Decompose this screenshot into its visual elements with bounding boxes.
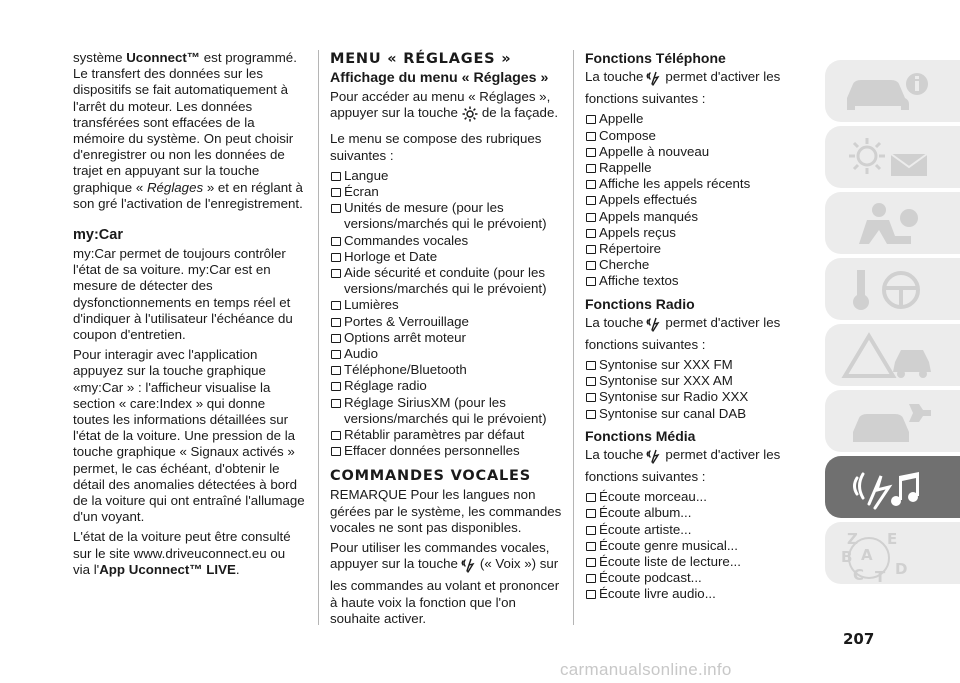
- warning-car-icon: [839, 332, 939, 380]
- phone-intro: La touche permet d'activer les fonctions suivantes :: [585, 69, 781, 107]
- index-letter: A: [861, 546, 873, 564]
- tab-emergency[interactable]: [825, 324, 960, 386]
- list-item: Syntonise sur Radio XXX: [585, 389, 805, 405]
- radio-intro: La touche permet d'activer les fonctions suivantes :: [585, 314, 781, 352]
- voice-commands-heading: COMMANDES VOCALES: [330, 468, 531, 485]
- list-item: Appels effectués: [585, 192, 805, 208]
- list-item: Horloge et Date: [330, 249, 562, 265]
- sun-envelope-icon: [839, 134, 939, 182]
- list-item: Téléphone/Bluetooth: [330, 362, 562, 378]
- list-item: Répertoire: [585, 241, 805, 257]
- list-item: Rappelle: [585, 160, 805, 176]
- tab-starting-driving[interactable]: [825, 258, 960, 320]
- intro-paragraph: système Uconnect™ est programmé. Le transfert des données sur les dispositifs se fait automatiquement à l'arrêt du moteur. Les données transférées sont effacées de la mémoire du système. On peut choisir d'enregistrer ou non les données de trajet en appuyant sur la touche graphique « Réglages » et en réglant à son gré l'activation de l'enregistrement.: [73, 50, 303, 211]
- mycar-paragraph-3: L'état de la voiture peut être consulté sur le site www.driveuconnect.eu ou via l'App Uconnect™ LIVE.: [73, 529, 291, 577]
- list-item: Réglage SiriusXM (pour les versions/marchés qui le prévoient): [330, 395, 562, 427]
- list-item: Syntonise sur canal DAB: [585, 406, 805, 422]
- settings-menu-heading: MENU « RÉGLAGES »: [330, 51, 512, 67]
- list-item: Options arrêt moteur: [330, 330, 562, 346]
- list-item: Rétablir paramètres par défaut: [330, 427, 562, 443]
- list-item: Lumières: [330, 297, 562, 313]
- seat-airbag-icon: [839, 200, 939, 248]
- tab-multimedia[interactable]: [825, 456, 960, 518]
- column-divider-1: [318, 50, 319, 625]
- car-info-icon: [839, 68, 939, 116]
- list-item: Appels manqués: [585, 209, 805, 225]
- voice-button-icon: [646, 315, 662, 337]
- mycar-paragraph-1: my:Car permet de toujours contrôler l'état de sa voiture. my:Car est en mesure de détecter des dysfonctionnements en temps réel et d'indiquer à l'utilisateur l'échéance du coupon d'entretien.: [73, 246, 293, 343]
- wrench-car-icon: [839, 398, 939, 446]
- settings-menu-intro: Le menu se compose des rubriques suivantes :: [330, 131, 542, 163]
- list-item: Syntonise sur XXX FM: [585, 357, 805, 373]
- voice-usage-paragraph: Pour utiliser les commandes vocales, appuyer sur la touche (« Voix ») sur les commandes au volant et prononcer à haute voix la fonction que l'on souhaite activer.: [330, 540, 560, 626]
- voice-music-icon: [839, 464, 939, 512]
- radio-functions-heading: Fonctions Radio: [585, 295, 695, 312]
- tab-dashboard-lights[interactable]: [825, 126, 960, 188]
- settings-access-paragraph: Pour accéder au menu « Réglages », appuyer sur la touche de la façade.: [330, 89, 562, 127]
- list-item: Réglage radio: [330, 378, 562, 394]
- alphabet-index-icon: [839, 530, 939, 586]
- media-functions-heading: Fonctions Média: [585, 427, 696, 444]
- list-item: Unités de mesure (pour les versions/marchés qui le prévoient): [330, 200, 562, 232]
- list-item: Aide sécurité et conduite (pour les versions/marchés qui le prévoient): [330, 265, 562, 297]
- index-letter: E: [887, 530, 898, 548]
- column-divider-2: [573, 50, 574, 625]
- voice-button-icon: [646, 69, 662, 91]
- tab-safety[interactable]: [825, 192, 960, 254]
- column-2: [330, 50, 562, 631]
- list-item: Écoute morceau...: [585, 489, 805, 505]
- list-item: Écoute genre musical...: [585, 538, 805, 554]
- chapter-tabs: [825, 60, 960, 588]
- list-item: Écoute podcast...: [585, 570, 805, 586]
- list-item: Appelle à nouveau: [585, 144, 805, 160]
- list-item: Écoute artiste...: [585, 522, 805, 538]
- mycar-heading: my:Car: [73, 227, 123, 244]
- list-item: Cherche: [585, 257, 805, 273]
- list-item: Écoute liste de lecture...: [585, 554, 805, 570]
- radio-items-list: [585, 357, 805, 422]
- watermark-text: carmanualsonline.info: [560, 660, 732, 679]
- list-item: Audio: [330, 346, 562, 362]
- tab-vehicle-info[interactable]: [825, 60, 960, 122]
- media-intro: La touche permet d'activer les fonctions suivantes :: [585, 446, 781, 485]
- list-item: Syntonise sur XXX AM: [585, 373, 805, 389]
- tab-maintenance[interactable]: [825, 390, 960, 452]
- voice-button-icon: [461, 556, 477, 578]
- settings-gear-icon: [461, 105, 479, 127]
- key-steering-wheel-icon: [839, 266, 939, 314]
- column-3: [585, 50, 805, 605]
- list-item: Portes & Verrouillage: [330, 314, 562, 330]
- column-1: [73, 50, 305, 582]
- list-item: Écran: [330, 184, 562, 200]
- voice-note-paragraph: REMARQUE Pour les langues non gérées par le système, les commandes vocales ne sont pas disponibles.: [330, 487, 562, 535]
- list-item: Écoute album...: [585, 505, 805, 521]
- index-letter: C: [853, 566, 865, 584]
- index-letter: Z: [847, 530, 858, 548]
- tab-index[interactable]: [825, 522, 960, 584]
- settings-display-heading: Affichage du menu « Réglages »: [330, 70, 549, 86]
- page-number: 207: [843, 630, 875, 648]
- list-item: Appels reçus: [585, 225, 805, 241]
- media-items-list: [585, 489, 805, 602]
- mycar-paragraph-2: Pour interagir avec l'application appuyez sur la touche graphique «my:Car » : l'afficheur visualise la section « care:Index » qui donne toutes les informations détaillées sur l'état de la voiture. Une pression de la touche graphique « Signaux activés » permet, le cas échéant, d'obtenir le détail des anomalies détectées à bord de la voiture qui ont entraîné l'allumage d'un voyant.: [73, 347, 305, 525]
- list-item: Effacer données personnelles: [330, 443, 562, 459]
- list-item: Appelle: [585, 111, 805, 127]
- list-item: Compose: [585, 128, 805, 144]
- list-item: Écoute livre audio...: [585, 586, 805, 602]
- phone-items-list: [585, 111, 805, 289]
- index-letter: B: [841, 548, 853, 566]
- index-letter: D: [895, 560, 908, 578]
- index-letter: T: [875, 568, 886, 586]
- list-item: Langue: [330, 168, 562, 184]
- voice-button-icon: [646, 447, 662, 469]
- phone-functions-heading: Fonctions Téléphone: [585, 50, 726, 66]
- settings-items-list: [330, 168, 562, 460]
- list-item: Commandes vocales: [330, 233, 562, 249]
- list-item: Affiche les appels récents: [585, 176, 805, 192]
- list-item: Affiche textos: [585, 273, 805, 289]
